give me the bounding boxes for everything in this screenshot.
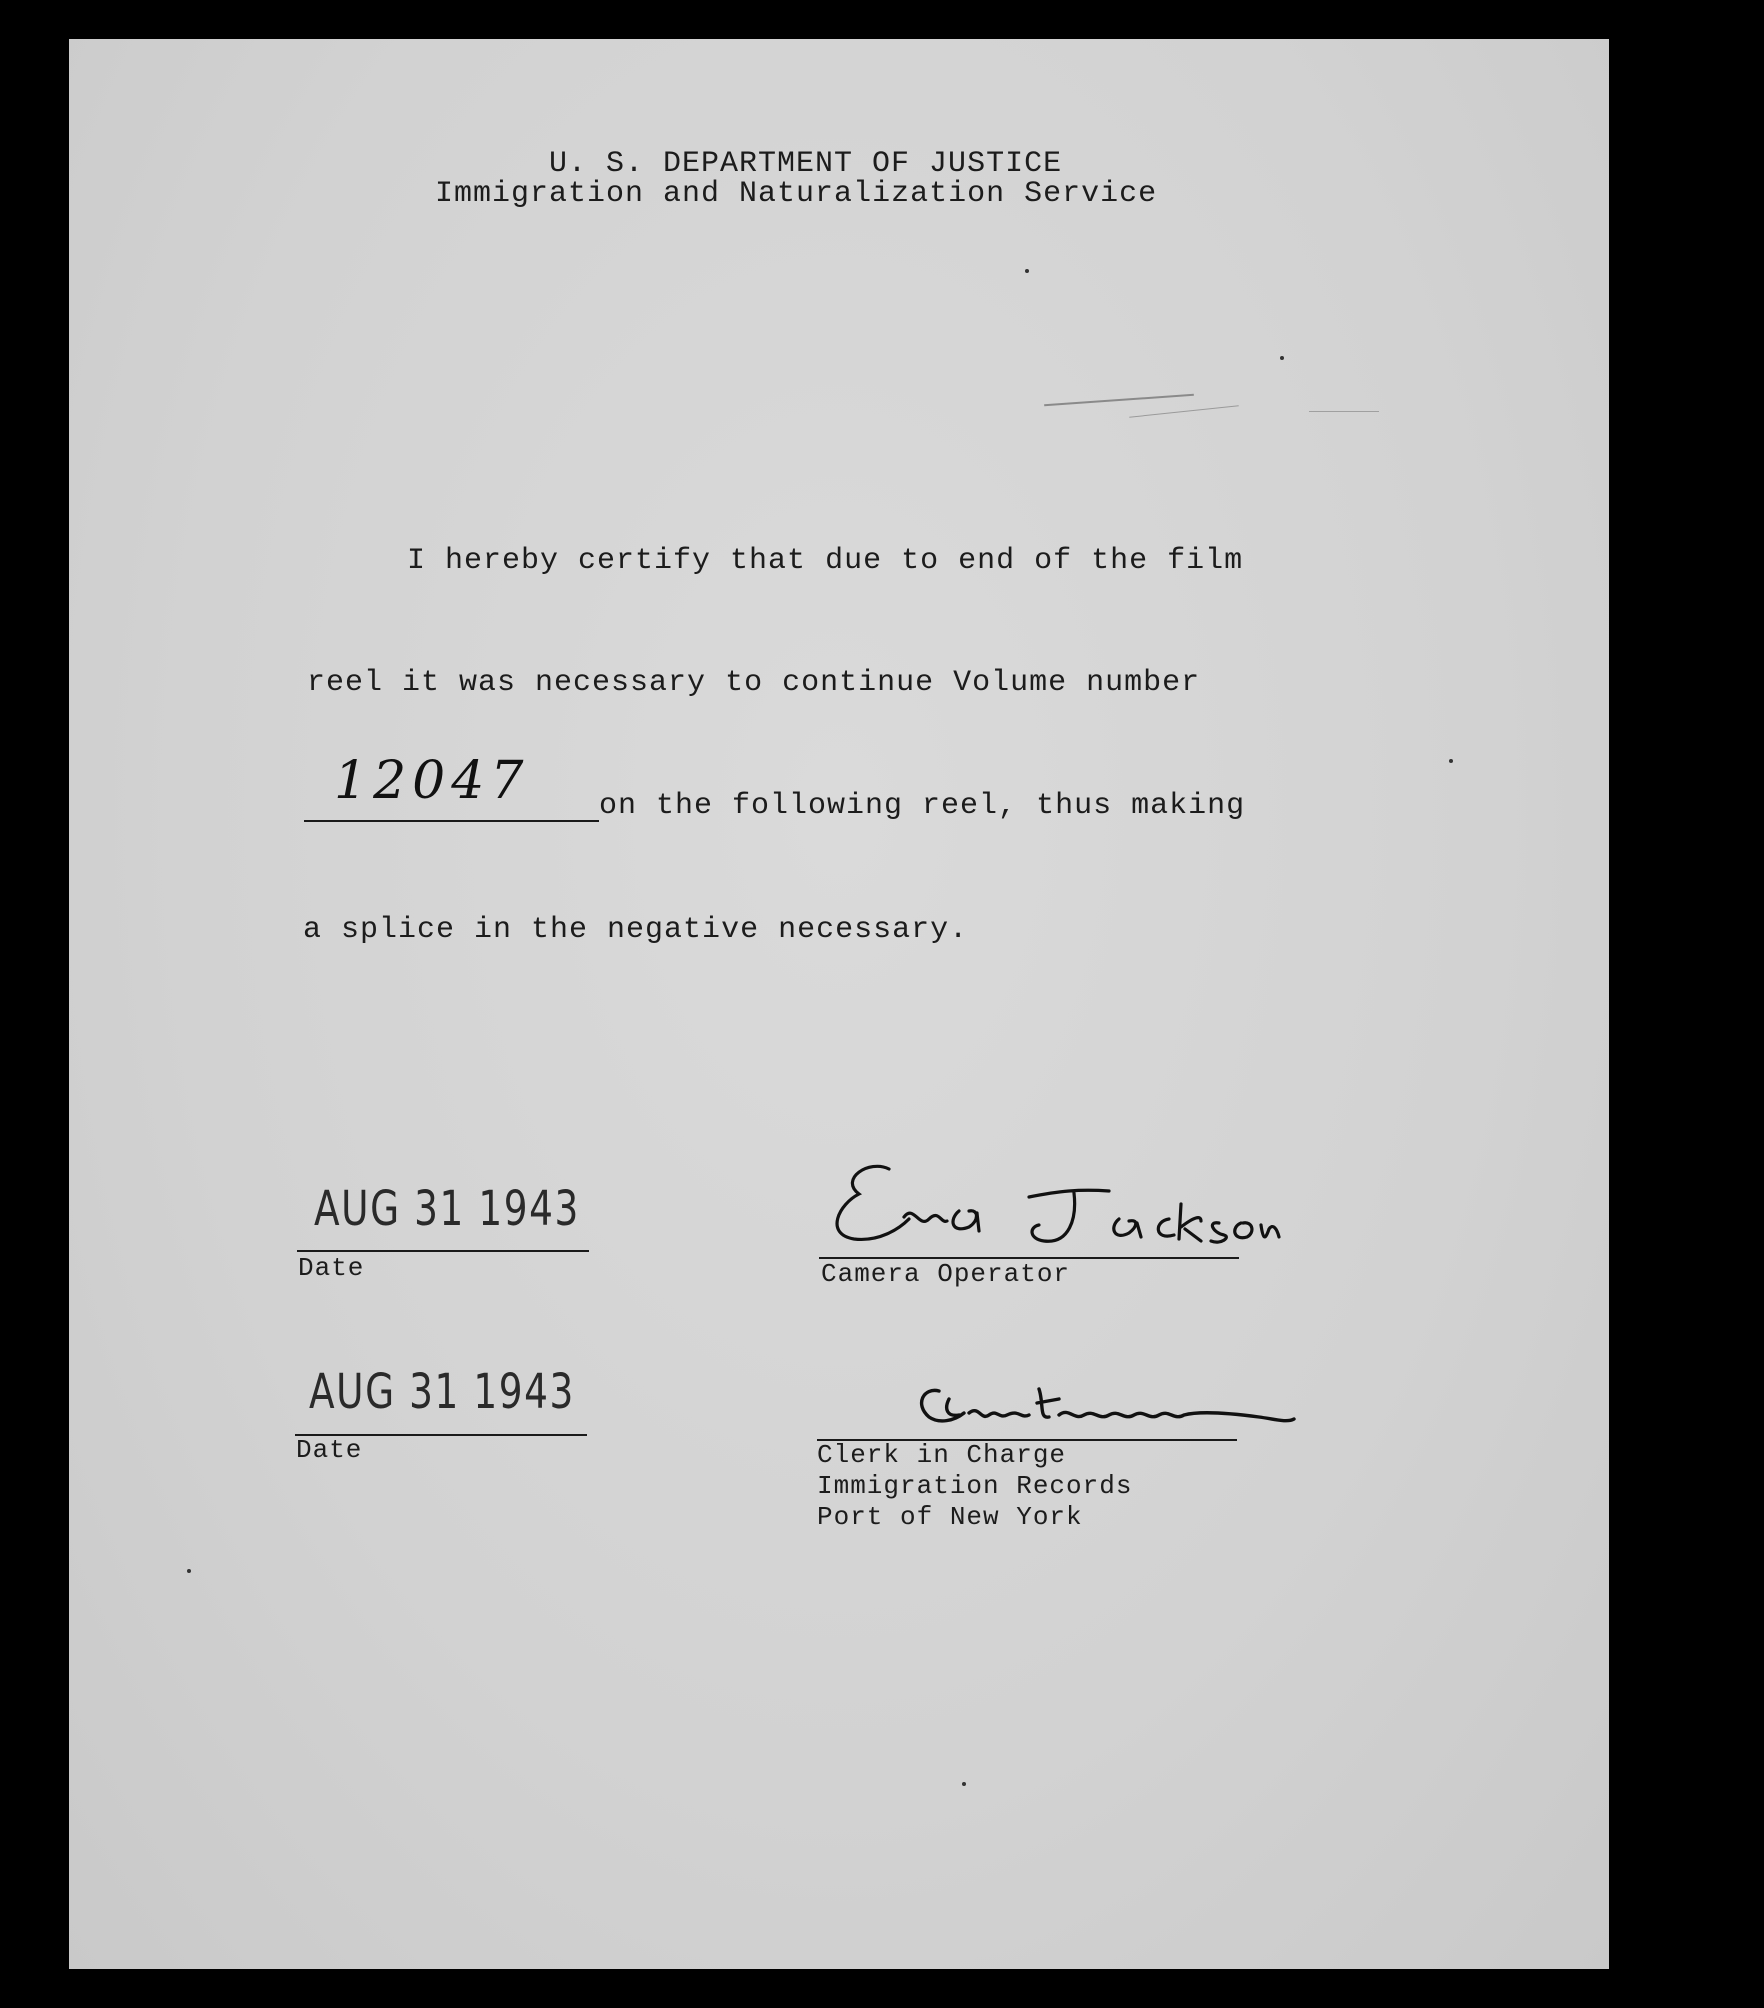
certify-line-1: I hereby certify that due to end of the film <box>407 544 1244 578</box>
date-label-2: Date <box>296 1435 363 1465</box>
document-page <box>69 39 1609 1969</box>
paper-speck <box>1449 759 1453 763</box>
department-heading: U. S. DEPARTMENT OF JUSTICE <box>549 147 1063 181</box>
clerk-department-label: Immigration Records <box>817 1471 1133 1501</box>
paper-speck <box>1025 269 1029 273</box>
date-line-1 <box>297 1250 589 1252</box>
volume-number-underline <box>304 820 599 822</box>
certify-line-4: a splice in the negative necessary. <box>303 913 969 947</box>
service-heading: Immigration and Naturalization Service <box>435 177 1158 211</box>
date-stamp-1: AUG 31 1943 <box>314 1181 580 1237</box>
scratch-mark <box>1129 405 1239 417</box>
clerk-port-label: Port of New York <box>817 1502 1083 1532</box>
paper-speck <box>962 1782 966 1786</box>
certify-line-2: reel it was necessary to continue Volume number <box>307 666 1201 700</box>
paper-speck <box>1280 356 1284 360</box>
clerk-title-label: Clerk in Charge <box>817 1440 1067 1470</box>
camera-operator-label: Camera Operator <box>821 1259 1071 1289</box>
certify-line-3: on the following reel, thus making <box>599 789 1246 823</box>
volume-number-handwritten: 12047 <box>334 751 530 811</box>
scratch-mark <box>1044 394 1194 406</box>
camera-operator-signature <box>829 1149 1289 1259</box>
paper-speck <box>187 1569 191 1573</box>
scratch-mark <box>1309 411 1379 412</box>
clerk-signature <box>909 1369 1299 1449</box>
date-stamp-2: AUG 31 1943 <box>309 1364 575 1420</box>
date-label-1: Date <box>298 1253 365 1283</box>
